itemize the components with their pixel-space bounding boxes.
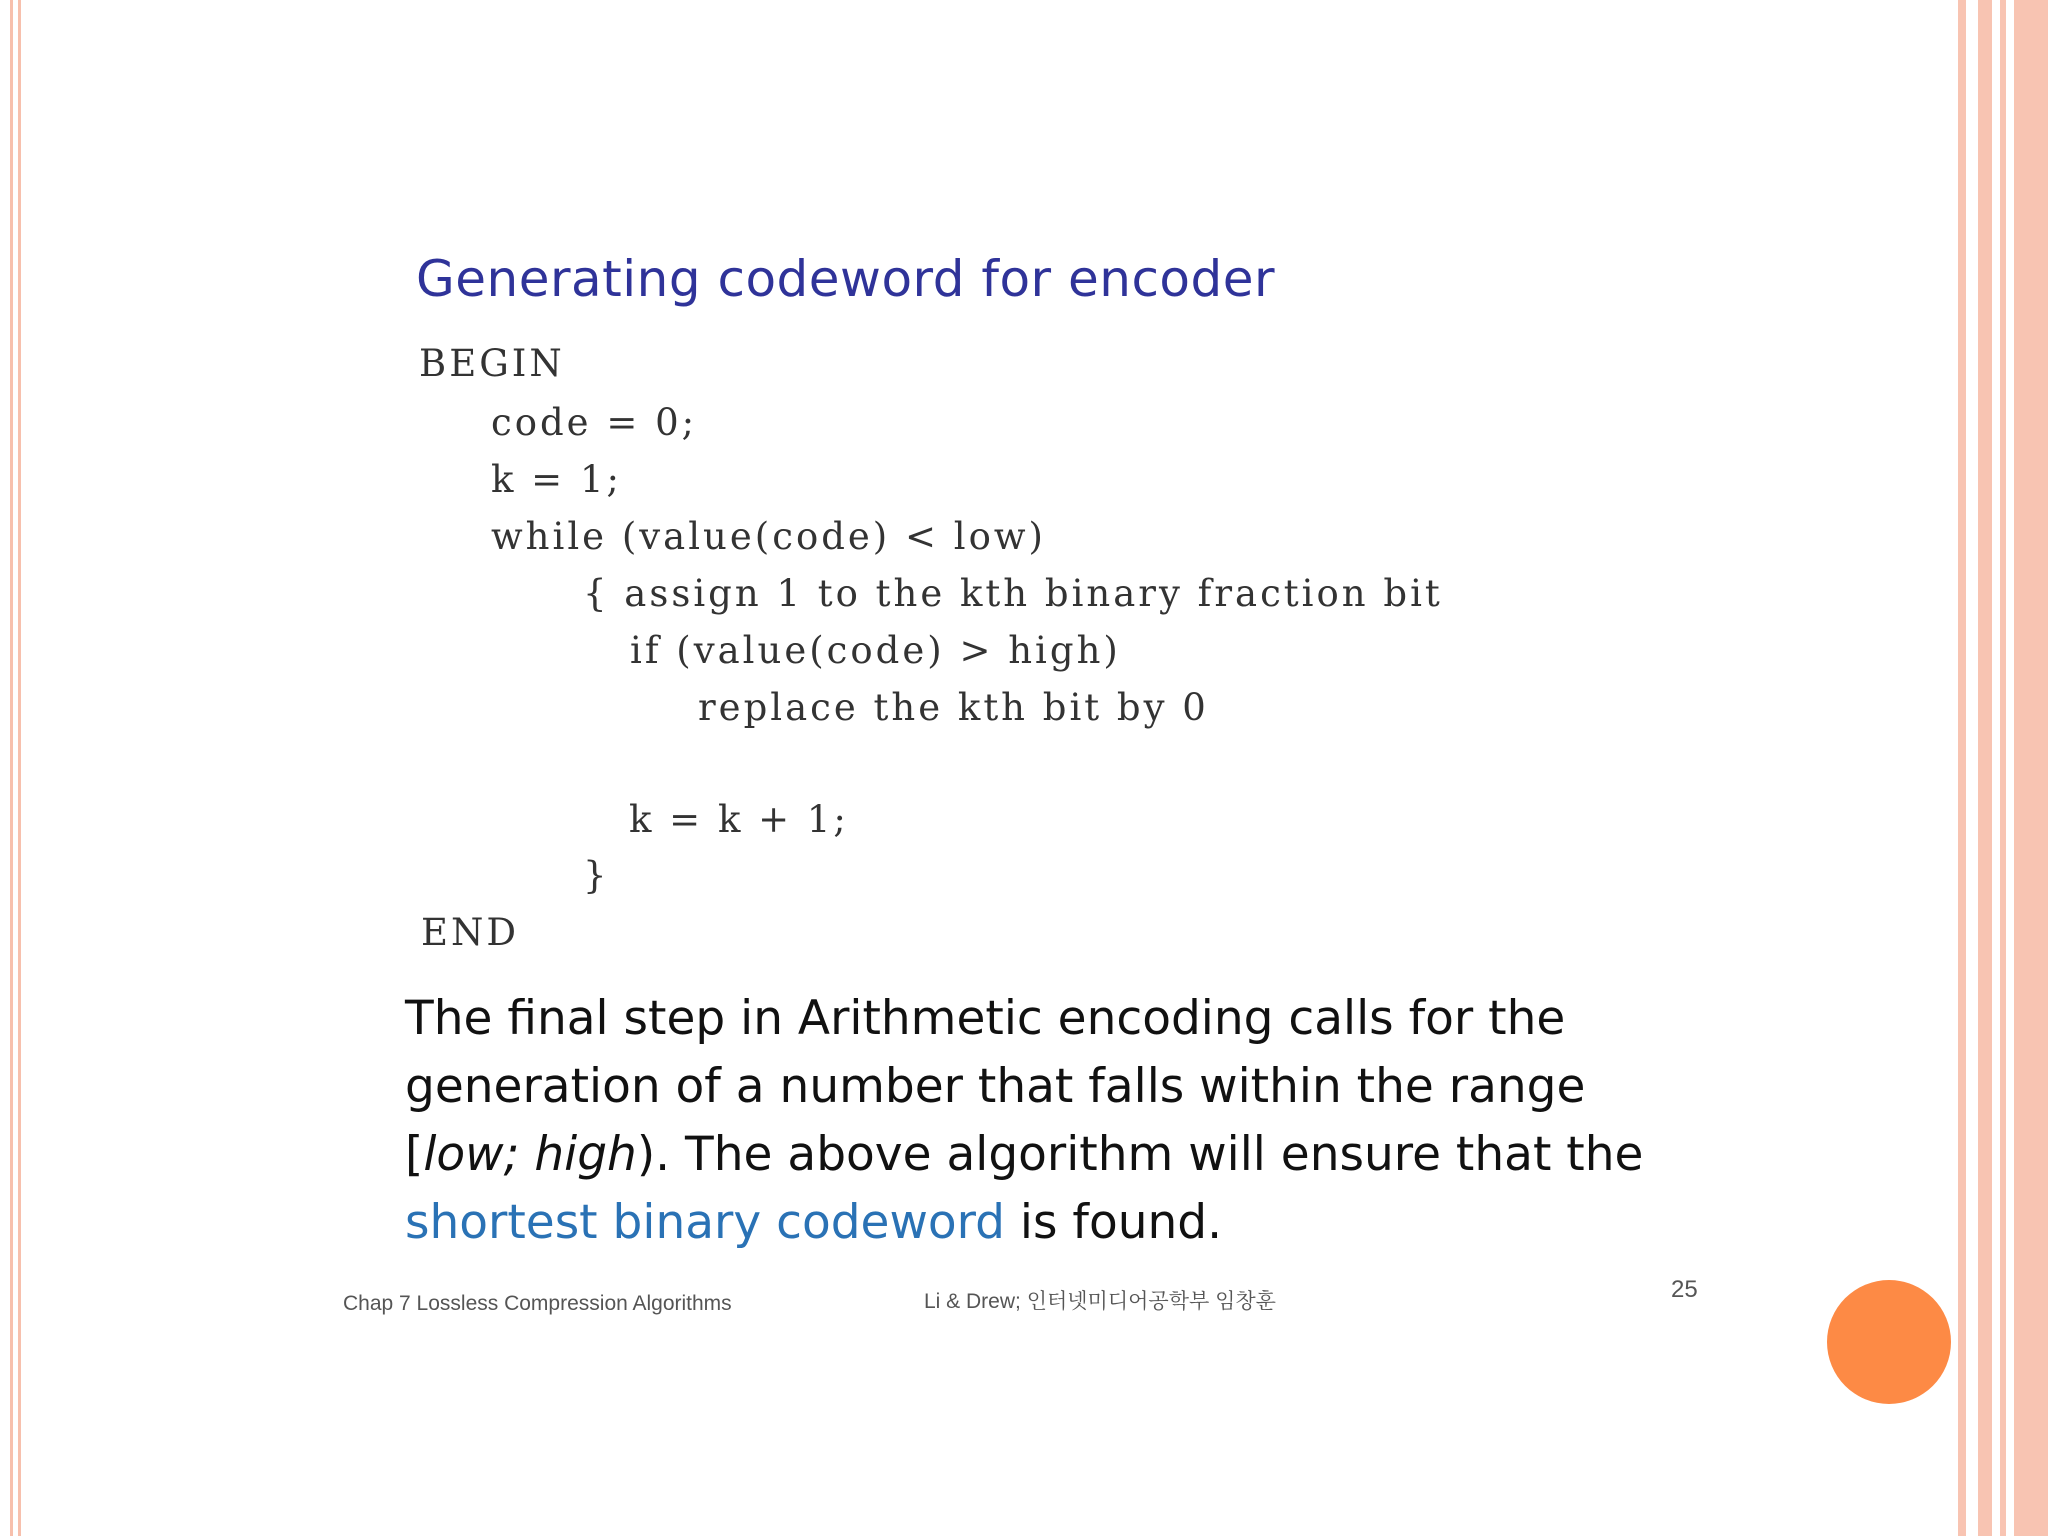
right-border-stripe-3 [2000, 0, 2006, 1536]
footer-author: Li & Drew; 인터넷미디어공학부 임창훈 [924, 1290, 1276, 1313]
paragraph-line-1: The final step in Arithmetic encoding calls for the [405, 991, 1566, 1046]
left-border-line-outer [10, 0, 13, 1536]
code-begin: BEGIN [419, 342, 565, 385]
left-border-line-inner [18, 0, 21, 1536]
code-line-8: } [583, 854, 610, 897]
right-border-stripe-1 [1958, 0, 1966, 1536]
paragraph-line-3-rest: ). The above algorithm will ensure that the [636, 1127, 1644, 1182]
code-line-4: { assign 1 to the kth binary fraction bit [583, 572, 1443, 615]
range-open-bracket: [ [405, 1127, 424, 1182]
accent-circle [1827, 1280, 1951, 1404]
right-border-stripe-2 [1978, 0, 1992, 1536]
footer-page-number: 25 [1671, 1276, 1698, 1303]
paragraph-line-4-rest: is found. [1004, 1195, 1223, 1250]
explanation-paragraph [405, 985, 1675, 1257]
paragraph-line-3 [405, 1121, 1675, 1189]
right-border-stripe-4 [2014, 0, 2048, 1536]
code-end: END [421, 911, 520, 954]
range-italic: low; high [423, 1127, 637, 1182]
code-line-7: k = k + 1; [629, 798, 849, 841]
footer-chapter: Chap 7 Lossless Compression Algorithms [343, 1292, 732, 1315]
highlight-phrase: shortest binary codeword [405, 1195, 1005, 1250]
slide-title: Generating codeword for encoder [416, 250, 1276, 308]
code-line-6: replace the kth bit by 0 [698, 686, 1209, 729]
paragraph-line-4 [405, 1189, 1675, 1257]
code-line-5: if (value(code) > high) [630, 629, 1121, 672]
code-line-1: code = 0; [491, 401, 698, 444]
paragraph-line-2: generation of a number that falls within the range [405, 1059, 1586, 1114]
code-line-3: while (value(code) < low) [491, 515, 1046, 558]
code-line-2: k = 1; [491, 458, 622, 501]
